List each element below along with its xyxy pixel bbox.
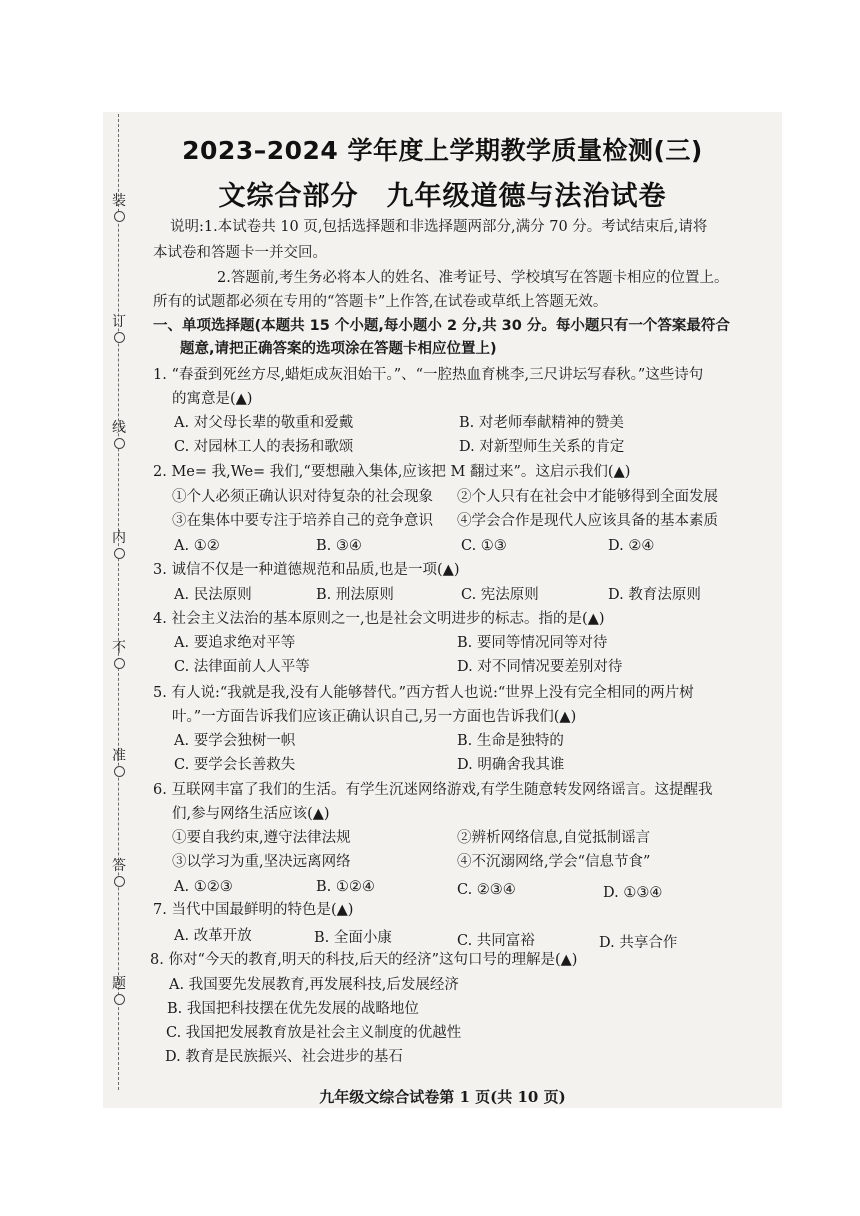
option: C. 我国把发展教育放是社会主义制度的优越性 [166, 1025, 462, 1041]
statement: ④学会合作是现代人应该具备的基本素质 [457, 513, 718, 529]
option: D. 共享合作 [599, 935, 678, 951]
option: D. 教育法原则 [608, 587, 701, 603]
binding-mark: 线 [110, 420, 128, 449]
question-stem: 们,参与网络生活应该(▲) [172, 806, 330, 822]
option: C. 要学会长善救失 [174, 757, 296, 773]
option: C. 法律面前人人平等 [174, 659, 310, 675]
option: C. 共同富裕 [457, 933, 535, 949]
option: D. 对新型师生关系的肯定 [459, 439, 625, 455]
option: A. 要学会独树一帜 [174, 733, 296, 749]
option: A. 我国要先发展教育,再发展科技,后发展经济 [169, 977, 459, 993]
statement: ③以学习为重,坚决远离网络 [172, 854, 351, 870]
exam-title: 2023–2024 学年度上学期教学质量检测(三) [182, 136, 703, 165]
binding-mark: 答 [110, 858, 128, 887]
option: C. 宪法原则 [461, 587, 539, 603]
binding-line [118, 114, 119, 1090]
option: A. 要追求绝对平等 [174, 635, 296, 651]
instruction-line: 本试卷和答题卡一并交回。 [153, 245, 327, 261]
question-stem: 4. 社会主义法治的基本原则之一,也是社会文明进步的标志。指的是(▲) [153, 611, 605, 627]
question-stem: 2. Me= 我,We= 我们,“要想融入集体,应该把 M 翻过来”。这启示我们(▲) [153, 464, 631, 480]
binding-mark: 不 [110, 640, 128, 669]
option: B. 我国把科技摆在优先发展的战略地位 [167, 1001, 419, 1017]
option: D. 教育是民族振兴、社会进步的基石 [165, 1049, 403, 1065]
statement: ①个人必须正确认识对待复杂的社会现象 [172, 489, 433, 505]
statement: ③在集体中要专注于培养自己的竞争意识 [172, 513, 433, 529]
instruction-line: 所有的试题都必须在专用的“答题卡”上作答,在试卷或草纸上答题无效。 [153, 294, 608, 310]
question-stem: 8. 你对“今天的教育,明天的科技,后天的经济”这句口号的理解是(▲) [150, 952, 578, 968]
option: A. 对父母长辈的敬重和爱戴 [174, 415, 354, 431]
binding-mark: 订 [110, 314, 128, 343]
option: B. 生命是独特的 [457, 733, 564, 749]
binding-mark: 装 [110, 193, 128, 222]
option: B. 全面小康 [314, 930, 392, 946]
option: A. 改革开放 [174, 928, 252, 944]
instruction-line: 说明:1.本试卷共 10 页,包括选择题和非选择题两部分,满分 70 分。考试结束后,请将 [170, 219, 708, 235]
binding-mark: 准 [110, 748, 128, 777]
option: D. ①③④ [603, 885, 663, 901]
option: C. 对园林工人的表扬和歌颂 [174, 439, 354, 455]
statement: ②个人只有在社会中才能够得到全面发展 [457, 489, 718, 505]
option: C. ①③ [461, 538, 507, 554]
option: D. 明确舍我其谁 [457, 757, 565, 773]
statement: ④不沉溺网络,学会“信息节食” [457, 854, 651, 870]
option: B. 刑法原则 [316, 587, 394, 603]
instruction-line: 2.答题前,考生务必将本人的姓名、准考证号、学校填写在答题卡相应的位置上。 [217, 270, 729, 286]
section-heading: 一、单项选择题(本题共 15 个小题,每小题小 2 分,共 30 分。每小题只有一个答案最符合 [153, 318, 730, 334]
statement: ①要自我约束,遵守法律法规 [172, 830, 351, 846]
section-heading: 题意,请把正确答案的选项涂在答题卡相应位置上) [180, 341, 497, 357]
option: B. ③④ [316, 538, 362, 554]
exam-subtitle: 文综合部分 九年级道德与法治试卷 [218, 181, 667, 212]
option: A. 民法原则 [174, 587, 252, 603]
statement: ②辨析网络信息,自觉抵制谣言 [457, 830, 651, 846]
question-stem: 的寓意是(▲) [172, 391, 253, 407]
option: B. 要同等情况同等对待 [457, 635, 608, 651]
binding-mark: 题 [110, 976, 128, 1005]
question-stem: 1. “春蚕到死丝方尽,蜡炬成灰泪始干。”、“一腔热血育桃李,三尺讲坛写春秋。”这些诗句 [153, 367, 704, 383]
option: A. ①② [174, 538, 220, 554]
option: A. ①②③ [174, 879, 233, 895]
question-stem: 5. 有人说:“我就是我,没有人能够替代。”西方哲人也说:“世界上没有完全相同的两片树 [153, 685, 694, 701]
question-stem: 7. 当代中国最鲜明的特色是(▲) [153, 902, 354, 918]
question-stem: 6. 互联网丰富了我们的生活。有学生沉迷网络游戏,有学生随意转发网络谣言。这提醒我 [153, 782, 713, 798]
binding-mark: 内 [110, 530, 128, 559]
question-stem: 叶。”一方面告诉我们应该正确认识自己,另一方面也告诉我们(▲) [172, 709, 577, 725]
option: B. 对老师奉献精神的赞美 [459, 415, 624, 431]
option: C. ②③④ [457, 882, 516, 898]
option: D. ②④ [608, 538, 655, 554]
option: B. ①②④ [316, 879, 375, 895]
question-stem: 3. 诚信不仅是一种道德规范和品质,也是一项(▲) [153, 562, 460, 578]
option: D. 对不同情况要差别对待 [457, 659, 623, 675]
page-footer: 九年级文综合试卷第 1 页(共 10 页) [319, 1088, 566, 1106]
